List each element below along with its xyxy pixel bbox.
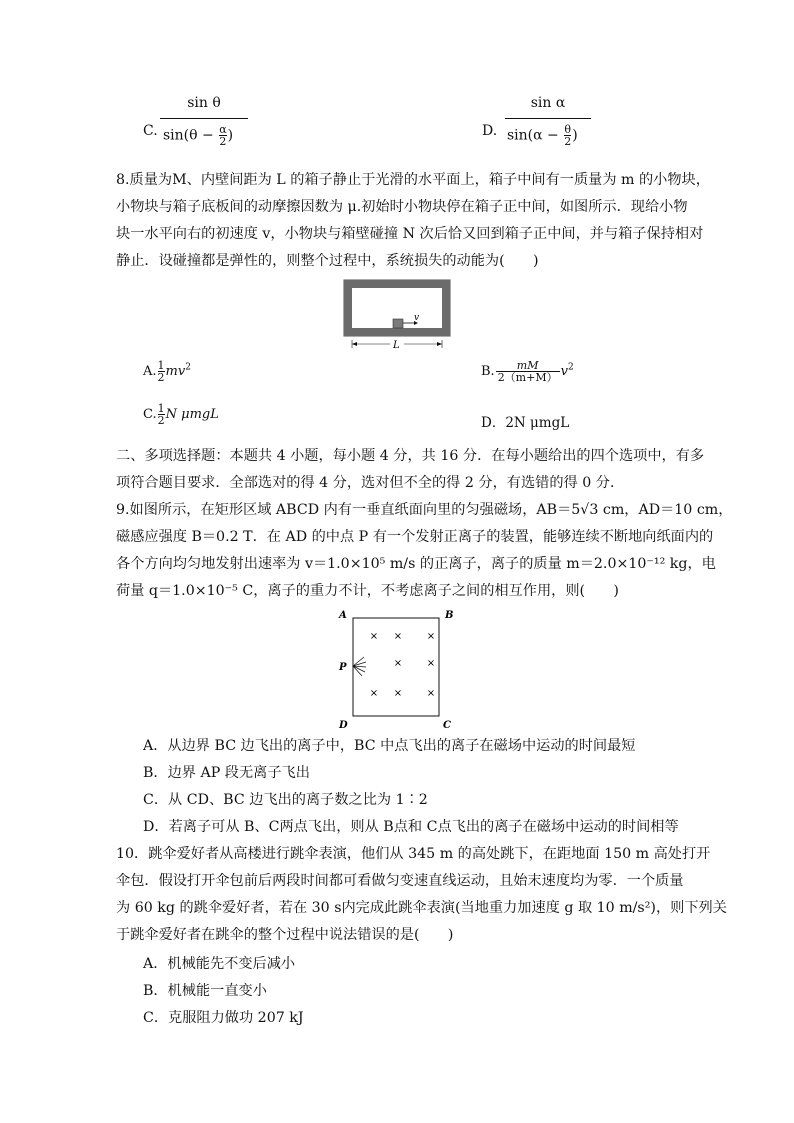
section-2-line-2: 项符合题目要求．全部选对的得 4 分，选对但不全的得 2 分，有选错的得 0 分． [116, 475, 625, 491]
q8-option-b-fraction: $\frac{mM}{2(m+M)}$ [497, 359, 558, 384]
q9-line-3: 各个方向均匀地发射出速率为 v＝1.0×10⁵ m/s 的正离子，离子的质量 m＝2.0×10⁻¹² kg，电 [116, 556, 716, 572]
q8-option-a: A. $\frac{1}{2}$ $mv^2$ [143, 359, 191, 384]
field-cross: × [426, 631, 436, 642]
q7-option-d-denominator: sin(α − $\frac{\theta}{2}$ ) [507, 123, 578, 148]
field-cross: × [393, 631, 403, 642]
q10-line-3: 为 60 kg 的跳伞爱好者，若在 30 s内完成此跳伞表演(当地重力加速度 g 取 10 m/s²)，则下列关 [116, 900, 727, 916]
corner-A: A [339, 610, 347, 621]
q7-option-c-inner-fraction: $\frac{\alpha}{2}$ [219, 123, 227, 148]
q8-option-b: B. $\frac{mM}{2(m+M)}$ $v^2$ [481, 359, 574, 384]
q8-option-a-fraction: $\frac{1}{2}$ [157, 359, 165, 384]
q10-option-a: A．机械能先不变后减小 [143, 956, 296, 972]
q9-line-1: 9.如图所示，在矩形区域 ABCD 内有一垂直纸面向里的匀强磁场，AB＝5√3 cm，AD＝10 cm， [116, 502, 733, 518]
point-P: P [339, 662, 347, 673]
field-cross: × [369, 688, 379, 699]
corner-B: B [445, 610, 454, 621]
q7-option-d-numerator: sin α [530, 95, 566, 111]
q9-line-2: 磁感应强度 B＝0.2 T．在 AD 的中点 P 有一个发射正离子的装置，能够连续不断地向纸面内的 [116, 529, 714, 545]
field-cross: × [426, 688, 436, 699]
q10-line-4: 于跳伞爱好者在跳伞的整个过程中说法错误的是( ) [116, 927, 454, 943]
box-bottom-wall [344, 328, 450, 336]
field-crosses [370, 631, 435, 699]
q8-box-figure [340, 276, 455, 354]
q9-option-b: B．边界 AP 段无离子飞出 [143, 765, 310, 781]
field-cross: × [393, 658, 403, 669]
field-cross: × [369, 631, 379, 642]
q7-option-c-fraction-bar [160, 118, 248, 119]
q7-option-d-label: D. [482, 123, 498, 139]
q9-option-a: A．从边界 BC 边飞出的离子中，BC 中点飞出的离子在磁场中运动的时间最短 [143, 738, 636, 754]
q9-option-c: C．从 CD、BC 边飞出的离子数之比为 1∶2 [143, 792, 428, 808]
q9-line-4: 荷量 q＝1.0×10⁻⁵ C，离子的重力不计，不考虑离子之间的相互作用，则( ) [116, 583, 619, 599]
velocity-label: v [414, 313, 420, 323]
emission-rays [353, 657, 366, 676]
field-cross: × [426, 658, 436, 669]
q7-option-c-denominator: sin(θ − $\frac{\alpha}{2}$ ) [163, 123, 234, 148]
q8-line-1: 8.质量为M、内壁间距为 L 的箱子静止于光滑的水平面上，箱子中间有一质量为 m 的小物块， [116, 172, 710, 188]
q8-line-3: 块一水平向右的初速度 v，小物块与箱壁碰撞 N 次后恰又回到箱子正中间，并与箱子保持相对 [116, 226, 704, 242]
q7-option-d-inner-fraction: $\frac{\theta}{2}$ [564, 123, 572, 148]
field-cross: × [393, 688, 403, 699]
q8-option-d: D．2N μmgL [481, 415, 570, 431]
q10-option-c: C．克服阻力做功 207 kJ [143, 1010, 304, 1026]
q10-line-1: 10．跳伞爱好者从高楼进行跳伞表演，他们从 345 m 的高处跳下，在距地面 150 m 高处打开 [116, 846, 711, 862]
q8-line-2: 小物块与箱子底板间的动摩擦因数为 μ.初始时小物块停在箱子正中间，如图所示．现给小物 [116, 199, 688, 215]
q8-option-c-fraction: $\frac{1}{2}$ [157, 402, 165, 427]
q9-field-figure [336, 604, 460, 732]
L-arrow-right [437, 342, 442, 346]
q8-option-c: C. $\frac{1}{2}$ N μmgL [143, 402, 219, 427]
corner-C: C [443, 720, 451, 731]
q9-option-d: D．若离子可从 B、C两点飞出，则从 B点和 C点飞出的离子在磁场中运动的时间相等 [143, 819, 679, 835]
q7-option-c-label: C. [143, 123, 158, 139]
q8-line-4: 静止．设碰撞都是弹性的，则整个过程中，系统损失的动能为( ) [116, 253, 539, 269]
L-arrow-left [352, 342, 357, 346]
q7-option-d-fraction-bar [505, 118, 591, 119]
q7-option-c-numerator: sin θ [187, 95, 221, 111]
section-2-line-1: 二、多项选择题：本题共 4 小题，每小题 4 分，共 16 分．在每小题给出的四个选项中，有多 [116, 448, 705, 464]
box-top-wall [344, 280, 450, 288]
q10-option-b: B．机械能一直变小 [143, 983, 267, 999]
box-left-wall [344, 280, 352, 336]
L-label: L [393, 340, 400, 351]
q10-line-2: 伞包．假设打开伞包前后两段时间都可看做匀变速直线运动，且始末速度均为零．一个质量 [116, 873, 684, 889]
corner-D: D [339, 720, 348, 731]
small-block [393, 319, 403, 328]
box-right-wall [442, 280, 450, 336]
